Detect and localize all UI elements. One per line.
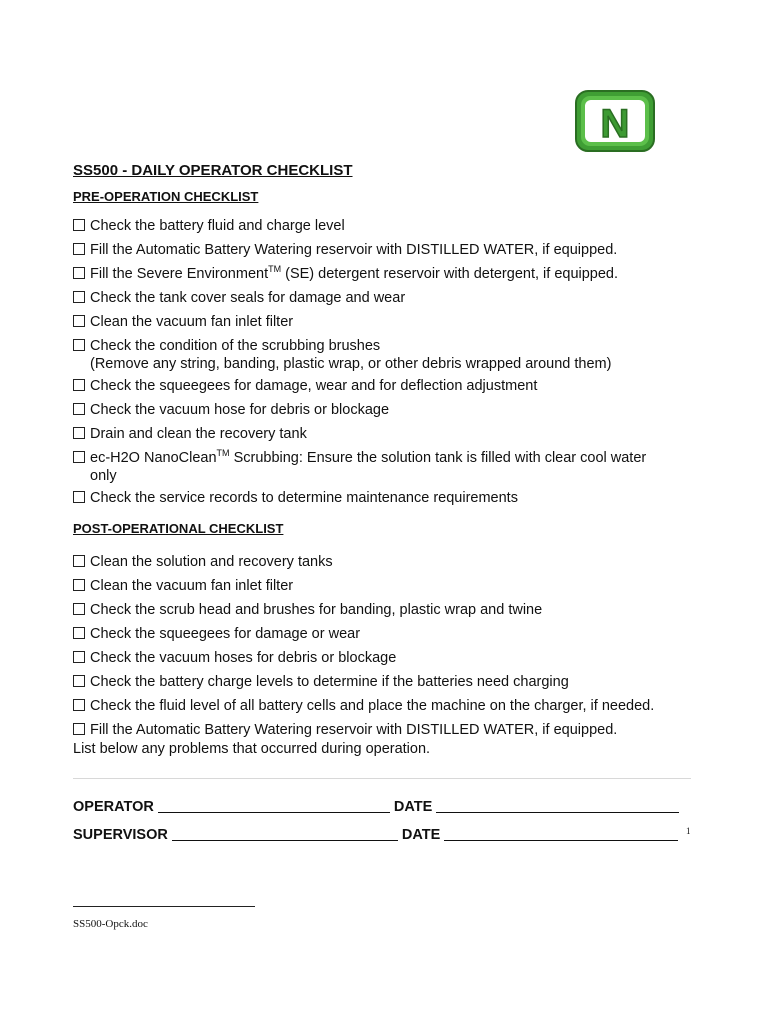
pre-operation-list [73,217,713,513]
checkbox[interactable] [73,427,85,439]
checklist-item [73,337,713,373]
checkbox[interactable] [73,699,85,711]
checkbox[interactable] [73,291,85,303]
checkbox[interactable] [73,627,85,639]
checklist-item-text: Check the battery charge levels to determine if the batteries need charging [90,674,569,690]
checkbox[interactable] [73,675,85,687]
checklist-item-text: Check the squeegees for damage or wear [90,626,361,642]
checklist-item-text: Clean the vacuum fan inlet filter [90,578,294,594]
checklist-item [73,601,713,619]
checklist-item-text: Check the service records to determine maintenance requirements [90,490,518,506]
checkbox[interactable] [73,555,85,567]
operator-date-line[interactable] [436,798,679,813]
supervisor-row [73,826,678,843]
logo-letter: N [600,102,630,146]
checklist-item-text: Check the condition of the scrubbing brushes (Remove any string, banding, plastic wrap, or other debris wrapped around them) [90,337,713,373]
checklist-item [73,217,713,235]
page-number: 1 [686,826,691,836]
checklist-item [73,241,713,259]
checkbox[interactable] [73,339,85,351]
trademark-sup: TM [268,264,282,274]
checkbox[interactable] [73,651,85,663]
checkbox[interactable] [73,451,85,463]
footer-filename: SS500-Opck.doc [73,918,148,930]
checkbox[interactable] [73,603,85,615]
checkbox[interactable] [73,379,85,391]
operator-signature-line[interactable] [158,798,390,813]
footnote-rule [73,906,255,907]
checklist-item-text: Drain and clean the recovery tank [90,426,307,442]
checklist-item [73,489,713,507]
checklist-item-text: Check the scrub head and brushes for banding, plastic wrap and twine [90,602,543,618]
checklist-item-note: (Remove any string, banding, plastic wrap, or other debris wrapped around them) [90,356,612,372]
checkbox[interactable] [73,723,85,735]
checkbox[interactable] [73,243,85,255]
checkbox[interactable] [73,403,85,415]
checklist-item-text: Check the vacuum hoses for debris or blockage [90,650,397,666]
checklist-item-text: Check the tank cover seals for damage and wear [90,290,406,306]
company-logo [575,90,655,152]
checklist-item-text: Check the squeegees for damage, wear and for deflection adjustment [90,378,538,394]
checklist-item-text: Check the fluid level of all battery cells and place the machine on the charger, if needed. [90,698,655,714]
checklist-item-text: ec-H2O NanoClean™ Scrubbing: Ensure the solution tank is filled with clear cool water only [90,449,713,485]
checklist-item-text: Clean the vacuum fan inlet filter [90,314,294,330]
divider [73,778,691,779]
checkbox[interactable] [73,491,85,503]
checklist-item [73,721,713,739]
checklist-item [73,265,713,283]
checklist-item [73,425,713,443]
supervisor-signature-line[interactable] [172,826,398,841]
checkbox[interactable] [73,219,85,231]
supervisor-label: SUPERVISOR [73,827,168,843]
pre-operation-heading: PRE-OPERATION CHECKLIST [73,189,259,204]
checklist-item-text: Fill the Automatic Battery Watering reservoir with DISTILLED WATER, if equipped. [90,242,618,258]
operator-label: OPERATOR [73,799,154,815]
post-operation-heading: POST-OPERATIONAL CHECKLIST [73,521,284,536]
checklist-item [73,625,713,643]
supervisor-date-line[interactable] [444,826,678,841]
checkbox[interactable] [73,267,85,279]
checklist-item [73,289,713,307]
checklist-item [73,649,713,667]
checkbox[interactable] [73,315,85,327]
checklist-item-text: Check the vacuum hose for debris or blockage [90,402,390,418]
problems-note: List below any problems that occurred during operation. [73,741,431,757]
checklist-item-text: Fill the Severe Environment™ (SE) detergent reservoir with detergent, if equipped. [90,264,619,282]
trademark-sup: TM [216,448,230,458]
checklist-item [73,377,713,395]
checklist-item-text: Clean the solution and recovery tanks [90,554,333,570]
checklist-item-note: only [90,468,117,484]
checklist-item-text: Check the battery fluid and charge level [90,218,345,234]
checklist-item [73,697,713,715]
date-label: DATE [401,827,441,843]
page-title: SS500 - DAILY OPERATOR CHECKLIST [73,162,353,179]
operator-row [73,798,679,815]
checklist-item-text: Fill the Automatic Battery Watering reservoir with DISTILLED WATER, if equipped. [90,722,618,738]
checklist-item [73,673,713,691]
checklist-item [73,401,713,419]
post-operation-list [73,553,713,745]
checklist-item [73,553,713,571]
checklist-item [73,449,713,485]
checklist-item [73,313,713,331]
checklist-item [73,577,713,595]
date-label: DATE [393,799,433,815]
checkbox[interactable] [73,579,85,591]
